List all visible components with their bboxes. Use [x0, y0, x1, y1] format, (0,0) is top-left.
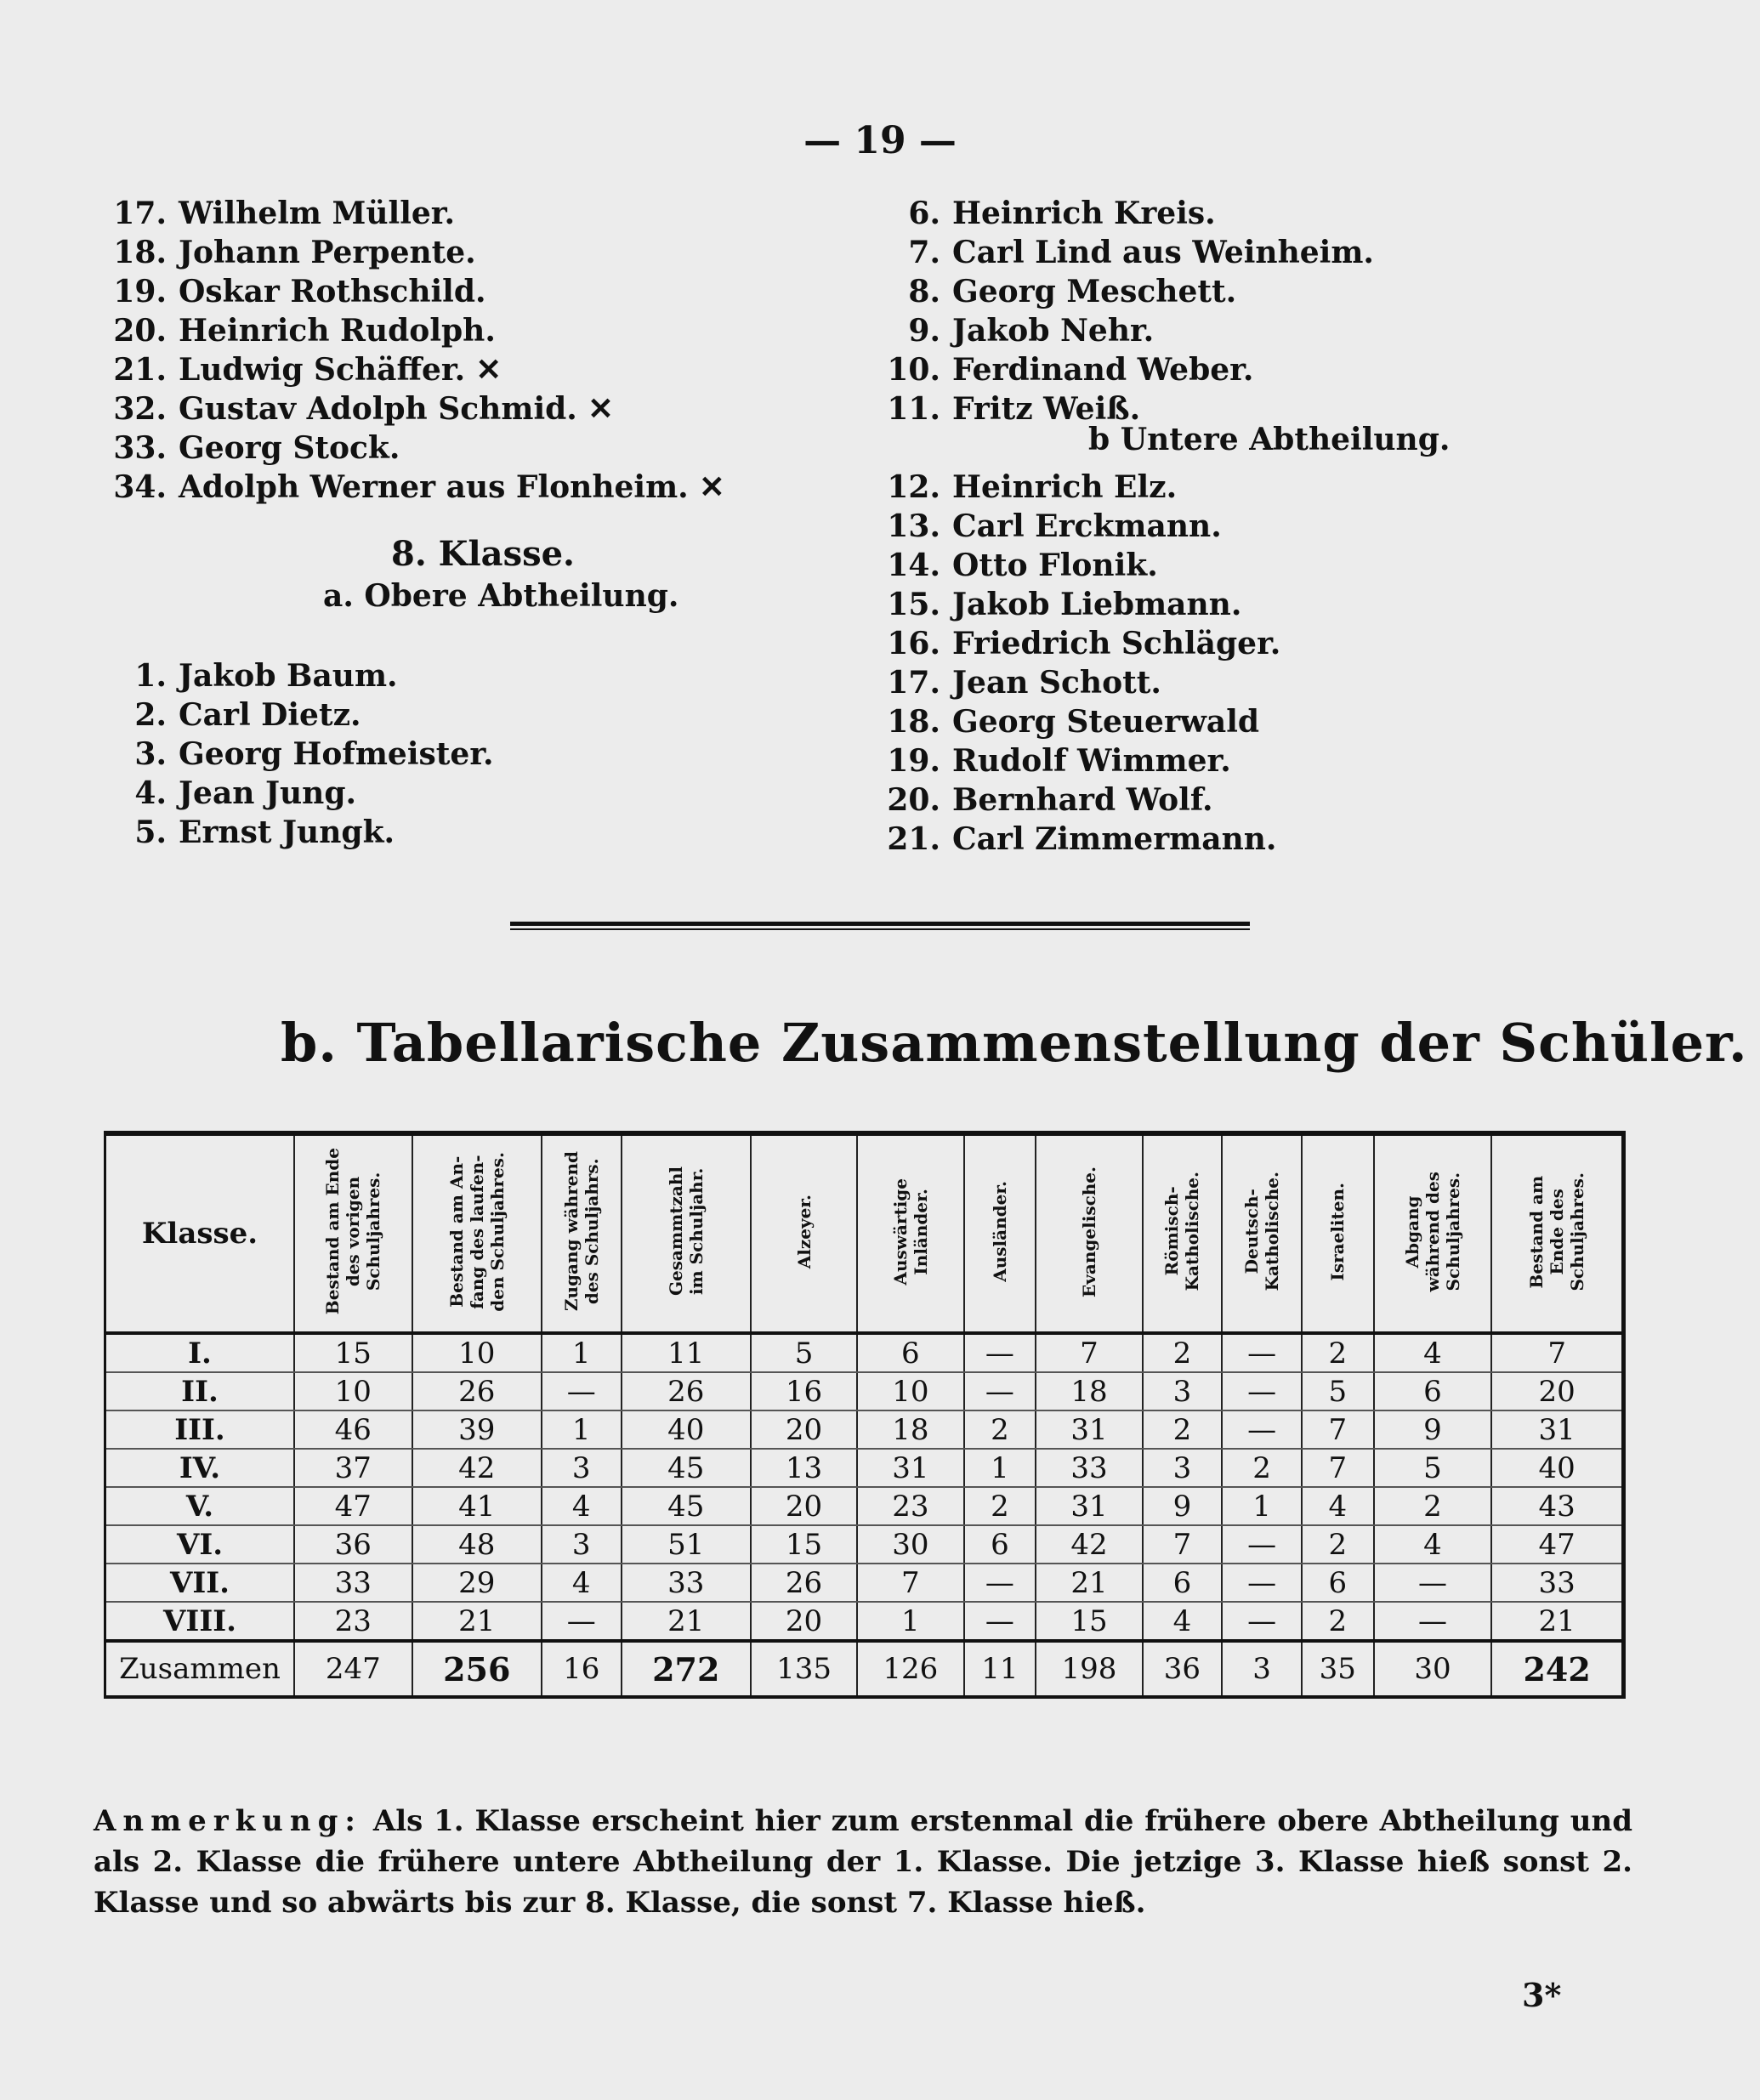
row-label: VIII.: [105, 1602, 295, 1641]
list-item-name: Ernst Jungk.: [179, 814, 395, 850]
row-label: IV.: [105, 1449, 295, 1487]
table-cell: 29: [412, 1564, 542, 1602]
table-cell: 18: [1036, 1372, 1142, 1410]
list-item: [102, 233, 724, 272]
list-item-number: 21.: [113, 352, 167, 388]
list-item-number: 17.: [113, 196, 167, 231]
table-cell: 37: [294, 1449, 412, 1487]
table-cell: 26: [412, 1372, 542, 1410]
table-cell: 33: [1036, 1449, 1142, 1487]
column-header-label: Bestand am Ende des vorigen Schuljahres.: [322, 1148, 384, 1315]
list-item-number: 12.: [887, 469, 940, 505]
table-cell: —: [964, 1602, 1036, 1641]
list-item: [102, 468, 724, 507]
table-cell: 21: [1491, 1602, 1623, 1641]
list-item-number: 7.: [908, 235, 940, 270]
list-item: [876, 663, 1280, 702]
table-row: [105, 1487, 1624, 1525]
table-cell: 21: [412, 1602, 542, 1641]
list-item-name: Friedrich Schläger.: [952, 626, 1281, 661]
list-item-number: 10.: [887, 352, 940, 388]
table-row: [105, 1525, 1624, 1564]
list-item-number: 20.: [887, 782, 940, 818]
table-cell: 45: [622, 1487, 751, 1525]
row-label: VII.: [105, 1564, 295, 1602]
table-cell: 15: [751, 1525, 857, 1564]
table-cell: 5: [751, 1333, 857, 1372]
column-header-label: Abgang während des Schuljahres.: [1401, 1171, 1463, 1292]
annotation-note: [94, 1801, 1632, 1923]
table-cell: —: [1222, 1410, 1302, 1449]
list-item-number: 14.: [887, 548, 940, 583]
row-label: III.: [105, 1410, 295, 1449]
total-cell: 16: [542, 1641, 622, 1697]
column-header: [622, 1133, 751, 1333]
list-item-number: 8.: [908, 274, 940, 309]
table-cell: 21: [1036, 1564, 1142, 1602]
column-header-label: Deutsch- Katholische.: [1241, 1172, 1283, 1291]
klasse-8-heading: 8. Klasse.: [391, 534, 575, 574]
list-item: [876, 780, 1280, 820]
column-header: [542, 1133, 622, 1333]
section-divider: [510, 922, 1250, 930]
total-cell: 256: [412, 1641, 542, 1697]
table-cell: 4: [1302, 1487, 1374, 1525]
table-cell: 30: [857, 1525, 963, 1564]
list-item-name: Jakob Liebmann.: [952, 587, 1242, 622]
table-row: [105, 1602, 1624, 1641]
list-item-number: 21.: [887, 821, 940, 857]
table-cell: 4: [542, 1487, 622, 1525]
list-item-name: Georg Stock.: [179, 430, 400, 466]
table-cell: 31: [1491, 1410, 1623, 1449]
table-cell: 3: [542, 1525, 622, 1564]
signature-mark: 3*: [1522, 1976, 1562, 2014]
column-header-label: Ausländer.: [989, 1181, 1010, 1282]
table-cell: 26: [622, 1372, 751, 1410]
table-cell: 10: [294, 1372, 412, 1410]
list-item-number: 16.: [887, 626, 940, 661]
table-cell: 33: [1491, 1564, 1623, 1602]
list-item: [876, 468, 1280, 507]
table-cell: 20: [751, 1410, 857, 1449]
total-cell: 247: [294, 1641, 412, 1697]
table-cell: 1: [964, 1449, 1036, 1487]
list-item-name: Otto Flonik.: [952, 548, 1158, 583]
table-cell: 20: [751, 1487, 857, 1525]
total-cell: 135: [751, 1641, 857, 1697]
table-cell: 7: [1302, 1449, 1374, 1487]
column-header-label: Gesammtzahl im Schuljahr.: [665, 1166, 707, 1297]
table-cell: 9: [1143, 1487, 1223, 1525]
list-item: [102, 194, 724, 233]
table-cell: —: [1222, 1564, 1302, 1602]
list-item: [102, 735, 494, 774]
list-item: [102, 656, 494, 695]
total-cell: 35: [1302, 1641, 1374, 1697]
list-item-number: 13.: [887, 508, 940, 544]
table-cell: 31: [857, 1449, 963, 1487]
list-item: [876, 741, 1280, 780]
student-list-right-lower: [876, 468, 1280, 859]
column-header: [1143, 1133, 1223, 1333]
table-row: [105, 1410, 1624, 1449]
column-header-label: Alzeyer.: [793, 1194, 815, 1269]
total-cell: 242: [1491, 1641, 1623, 1697]
student-statistics-table: [104, 1131, 1626, 1699]
table-cell: 15: [294, 1333, 412, 1372]
table-cell: —: [1374, 1602, 1492, 1641]
list-item-number: 6.: [908, 196, 940, 231]
table-cell: 5: [1302, 1372, 1374, 1410]
table-row: [105, 1564, 1624, 1602]
column-header-label: Auswärtige Inländer.: [889, 1178, 931, 1286]
table-cell: 3: [1143, 1449, 1223, 1487]
list-item: [876, 585, 1280, 624]
table-cell: 6: [1143, 1564, 1223, 1602]
table-cell: 7: [1302, 1410, 1374, 1449]
table-cell: 2: [1143, 1333, 1223, 1372]
list-item: [876, 702, 1280, 741]
list-item-number: 19.: [113, 274, 167, 309]
table-total-row: [105, 1641, 1624, 1697]
list-item-number: 18.: [887, 704, 940, 740]
list-item-name: Heinrich Kreis.: [952, 196, 1216, 231]
total-cell: 126: [857, 1641, 963, 1697]
list-item-number: 17.: [887, 665, 940, 701]
list-item-name: Georg Hofmeister.: [179, 736, 494, 772]
student-list-right-upper: [876, 194, 1374, 429]
row-label: VI.: [105, 1525, 295, 1564]
list-item-name: Gustav Adolph Schmid. ✕: [179, 391, 614, 427]
table-cell: 6: [964, 1525, 1036, 1564]
student-list-left-upper: [102, 194, 724, 507]
table-cell: 13: [751, 1449, 857, 1487]
list-item: [876, 194, 1374, 233]
list-item-number: 9.: [908, 313, 940, 349]
total-cell: 36: [1143, 1641, 1223, 1697]
table-cell: 2: [1302, 1525, 1374, 1564]
list-item: [876, 546, 1280, 585]
list-item-number: 19.: [887, 743, 940, 779]
table-cell: 23: [857, 1487, 963, 1525]
list-item-name: Ferdinand Weber.: [952, 352, 1254, 388]
list-item: [876, 820, 1280, 859]
table-cell: 23: [294, 1602, 412, 1641]
list-item-name: Wilhelm Müller.: [179, 196, 456, 231]
list-item-number: 32.: [113, 391, 167, 427]
column-header: [412, 1133, 542, 1333]
list-item-name: Georg Steuerwald: [952, 704, 1260, 740]
list-item-name: Heinrich Elz.: [952, 469, 1178, 505]
list-item-name: Adolph Werner aus Flonheim. ✕: [179, 469, 725, 505]
list-item: [876, 350, 1374, 389]
table-cell: 21: [622, 1602, 751, 1641]
table-cell: —: [1222, 1333, 1302, 1372]
list-item: [876, 624, 1280, 663]
column-header-label: Israeliten.: [1327, 1182, 1348, 1281]
list-item: [102, 695, 494, 735]
table-cell: 2: [1374, 1487, 1492, 1525]
list-item-name: Fritz Weiß.: [952, 391, 1141, 427]
list-item-name: Jakob Baum.: [179, 658, 398, 694]
section-title: b. Tabellarische Zusammenstellung der Schüler.: [281, 1012, 1748, 1074]
list-item-number: 15.: [887, 587, 940, 622]
table-cell: 4: [1143, 1602, 1223, 1641]
table-cell: 31: [1036, 1487, 1142, 1525]
table-cell: 2: [1143, 1410, 1223, 1449]
total-cell: 30: [1374, 1641, 1492, 1697]
table-cell: 1: [857, 1602, 963, 1641]
list-item: [102, 272, 724, 311]
list-item-number: 11.: [887, 391, 940, 427]
table-cell: 2: [1302, 1333, 1374, 1372]
column-header-label: Römisch- Katholische.: [1161, 1172, 1203, 1291]
table-cell: 33: [294, 1564, 412, 1602]
table-cell: 7: [857, 1564, 963, 1602]
table-cell: 4: [1374, 1333, 1492, 1372]
list-item-name: Heinrich Rudolph.: [179, 313, 496, 349]
table-row: [105, 1372, 1624, 1410]
list-item: [102, 389, 724, 429]
list-item-name: Oskar Rothschild.: [179, 274, 486, 309]
row-label: II.: [105, 1372, 295, 1410]
table-cell: 10: [857, 1372, 963, 1410]
table-cell: 43: [1491, 1487, 1623, 1525]
column-header: [294, 1133, 412, 1333]
table-cell: 40: [622, 1410, 751, 1449]
table-cell: —: [964, 1333, 1036, 1372]
table-cell: —: [1222, 1372, 1302, 1410]
list-item-number: 34.: [113, 469, 167, 505]
list-item-number: 18.: [113, 235, 167, 270]
list-item-name: Johann Perpente.: [179, 235, 476, 270]
lower-division-heading: b Untere Abtheilung.: [1088, 422, 1451, 457]
upper-division-heading: a. Obere Abtheilung.: [323, 578, 679, 614]
column-header-label: Bestand am Ende des Schuljahres.: [1526, 1172, 1588, 1291]
page-number: — 19 —: [803, 119, 957, 162]
table-cell: 2: [964, 1487, 1036, 1525]
student-list-left-lower: [102, 656, 494, 852]
table-cell: —: [1374, 1564, 1492, 1602]
list-item: [876, 233, 1374, 272]
table-row: [105, 1333, 1624, 1372]
table-cell: 2: [1302, 1602, 1374, 1641]
list-item: [876, 311, 1374, 350]
table-cell: 33: [622, 1564, 751, 1602]
total-cell: 272: [622, 1641, 751, 1697]
list-item-number: 20.: [113, 313, 167, 349]
table-cell: 7: [1143, 1525, 1223, 1564]
table-cell: 47: [1491, 1525, 1623, 1564]
row-label: V.: [105, 1487, 295, 1525]
list-item-number: 4.: [134, 775, 167, 811]
table-cell: 18: [857, 1410, 963, 1449]
list-item-name: Georg Meschett.: [952, 274, 1237, 309]
table-cell: 48: [412, 1525, 542, 1564]
table-cell: 42: [1036, 1525, 1142, 1564]
table-cell: 16: [751, 1372, 857, 1410]
total-label: Zusammen: [105, 1641, 295, 1697]
table-cell: 7: [1036, 1333, 1142, 1372]
column-header-label: Zugang während des Schuljahrs.: [560, 1151, 602, 1312]
row-label: I.: [105, 1333, 295, 1372]
table-cell: 51: [622, 1525, 751, 1564]
list-item-name: Carl Dietz.: [179, 697, 361, 733]
table-cell: 6: [1374, 1372, 1492, 1410]
table-cell: 46: [294, 1410, 412, 1449]
table-cell: 26: [751, 1564, 857, 1602]
table-row: [105, 1449, 1624, 1487]
column-header: [1302, 1133, 1374, 1333]
column-header: [1222, 1133, 1302, 1333]
list-item: [876, 507, 1280, 546]
table-cell: —: [1222, 1602, 1302, 1641]
table-body: [105, 1333, 1624, 1697]
list-item: [102, 429, 724, 468]
table-cell: 5: [1374, 1449, 1492, 1487]
list-item: [102, 350, 724, 389]
list-item: [102, 311, 724, 350]
table-cell: 4: [1374, 1525, 1492, 1564]
column-header: [964, 1133, 1036, 1333]
table-cell: 10: [412, 1333, 542, 1372]
table-cell: 11: [622, 1333, 751, 1372]
table-cell: 20: [1491, 1372, 1623, 1410]
list-item-name: Jakob Nehr.: [952, 313, 1155, 349]
table-cell: 42: [412, 1449, 542, 1487]
column-header: [1374, 1133, 1492, 1333]
table-cell: —: [964, 1564, 1036, 1602]
table-cell: 1: [1222, 1487, 1302, 1525]
column-header-label: Bestand am An- fang des laufen- den Schuljahres.: [446, 1151, 508, 1312]
list-item: [876, 272, 1374, 311]
list-item-number: 3.: [134, 736, 167, 772]
table-cell: 2: [964, 1410, 1036, 1449]
table-cell: 6: [1302, 1564, 1374, 1602]
table-cell: 15: [1036, 1602, 1142, 1641]
table-cell: 4: [542, 1564, 622, 1602]
table-cell: 47: [294, 1487, 412, 1525]
table-cell: 1: [542, 1410, 622, 1449]
table-cell: 6: [857, 1333, 963, 1372]
table-cell: 9: [1374, 1410, 1492, 1449]
table-cell: 41: [412, 1487, 542, 1525]
list-item: [102, 813, 494, 852]
table-cell: —: [964, 1372, 1036, 1410]
list-item-name: Rudolf Wimmer.: [952, 743, 1231, 779]
table-cell: 45: [622, 1449, 751, 1487]
table-cell: 31: [1036, 1410, 1142, 1449]
table-cell: 3: [1143, 1372, 1223, 1410]
list-item: [102, 774, 494, 813]
table-header-row: [105, 1133, 1624, 1333]
list-item-name: Jean Jung.: [179, 775, 357, 811]
table-cell: 1: [542, 1333, 622, 1372]
column-header: [1036, 1133, 1142, 1333]
list-item-name: Carl Erckmann.: [952, 508, 1222, 544]
table-cell: 36: [294, 1525, 412, 1564]
list-item-number: 5.: [134, 814, 167, 850]
column-header-label: Evangelische.: [1078, 1166, 1099, 1297]
note-text: Als 1. Klasse erscheint hier zum erstenmal die frühere obere Abtheilung und als 2. Klasse die frühere untere Abtheilung der 1. Klasse. Die jetzige 3. Klasse hieß sonst 2. Klasse und so abwärts bis zur 8. Klasse, die sonst 7. Klasse hieß.: [94, 1804, 1632, 1920]
table-cell: 39: [412, 1410, 542, 1449]
list-item-name: Bernhard Wolf.: [952, 782, 1213, 818]
list-item-number: 1.: [134, 658, 167, 694]
column-header: [751, 1133, 857, 1333]
column-header: [1491, 1133, 1623, 1333]
table-cell: 7: [1491, 1333, 1623, 1372]
column-header: [857, 1133, 963, 1333]
list-item-name: Carl Zimmermann.: [952, 821, 1277, 857]
list-item-name: Jean Schott.: [952, 665, 1161, 701]
total-cell: 198: [1036, 1641, 1142, 1697]
table-cell: 20: [751, 1602, 857, 1641]
list-item-name: Ludwig Schäffer. ✕: [179, 352, 502, 388]
list-item-number: 33.: [113, 430, 167, 466]
table-cell: —: [542, 1602, 622, 1641]
table-cell: —: [542, 1372, 622, 1410]
total-cell: 11: [964, 1641, 1036, 1697]
list-item-name: Carl Lind aus Weinheim.: [952, 235, 1374, 270]
table-cell: —: [1222, 1525, 1302, 1564]
list-item-number: 2.: [134, 697, 167, 733]
total-cell: 3: [1222, 1641, 1302, 1697]
table-cell: 40: [1491, 1449, 1623, 1487]
column-header: Klasse.: [105, 1133, 295, 1333]
table-cell: 3: [542, 1449, 622, 1487]
note-label: Anmerkung:: [94, 1804, 362, 1838]
table-cell: 2: [1222, 1449, 1302, 1487]
